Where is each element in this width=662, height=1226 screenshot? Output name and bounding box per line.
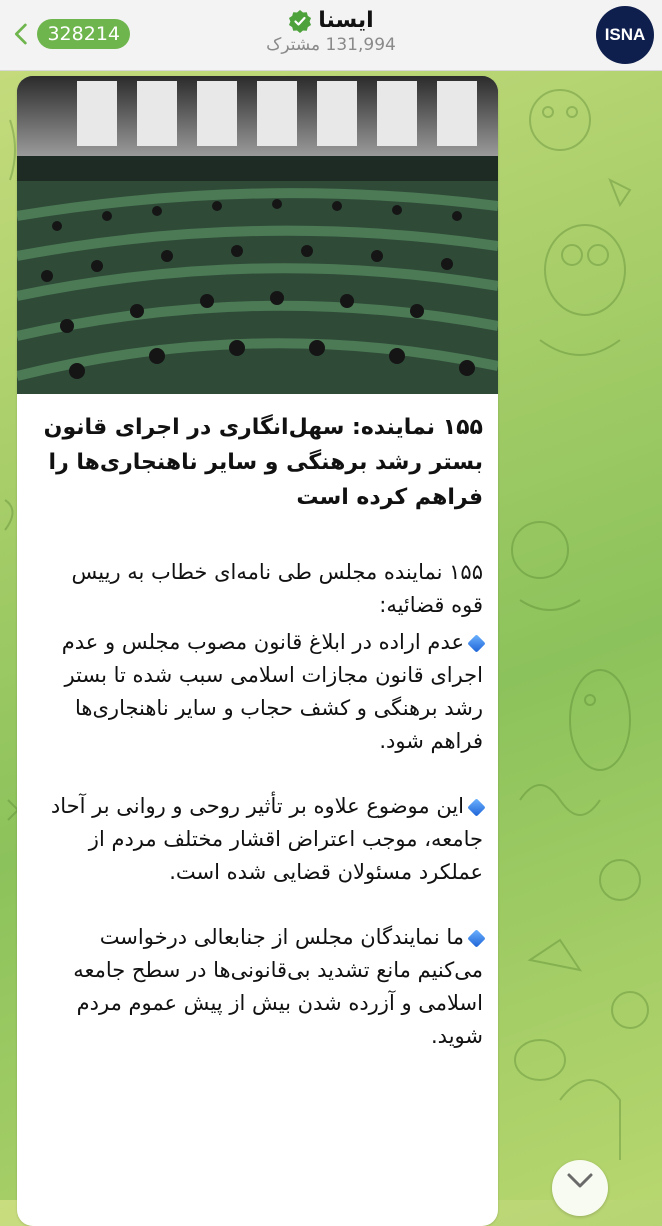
post-paragraph: ما نمایندگان مجلس از جنابعالی درخواست می‌کنیم مانع تشدید بی‌قانونی‌ها در سطح جامعه اسلامی و آزرده شدن بیش از پیش عموم مردم شوید.	[33, 921, 483, 1053]
blue-diamond-icon	[467, 929, 485, 947]
post-paragraph: این موضوع علاوه بر تأثیر روحی و روانی بر آحاد جامعه، موجب اعتراض اقشار مختلف مردم از عملکرد مسئولان قضایی شده است.	[33, 790, 483, 889]
subscriber-count: 131,994 مشترک	[266, 35, 396, 55]
chat-header	[0, 0, 662, 71]
scroll-down-button[interactable]	[552, 1160, 608, 1216]
channel-post	[17, 76, 498, 1226]
channel-info[interactable]	[200, 8, 462, 55]
chevron-left-icon	[10, 21, 33, 47]
post-headline: ۱۵۵ نماینده: سهل‌انگاری در اجرای قانون بستر رشد برهنگی و سایر ناهنجاری‌ها را فراهم کرده است	[43, 415, 483, 510]
verified-badge-icon	[288, 9, 312, 33]
channel-avatar[interactable]	[596, 6, 654, 64]
avatar-logo-text: ISNA	[604, 25, 646, 44]
back-button[interactable]	[10, 16, 130, 52]
blue-diamond-icon	[467, 634, 485, 652]
blue-diamond-icon	[467, 798, 485, 816]
post-body	[33, 556, 483, 1085]
post-paragraph: عدم اراده در ابلاغ قانون مصوب مجلس و عدم اجرای قانون مجازات اسلامی سبب شده تا بستر رشد برهنگی و کشف حجاب و سایر ناهنجاری‌ها فراهم شود.	[33, 626, 483, 758]
unread-count-badge: 328214	[37, 19, 130, 49]
channel-title: ایسنا	[318, 8, 374, 33]
post-photo[interactable]	[17, 76, 498, 394]
post-intro: ۱۵۵ نماینده مجلس طی نامه‌ای خطاب به رییس قوه قضائیه:	[71, 560, 483, 617]
chevron-down-icon	[566, 1172, 594, 1190]
